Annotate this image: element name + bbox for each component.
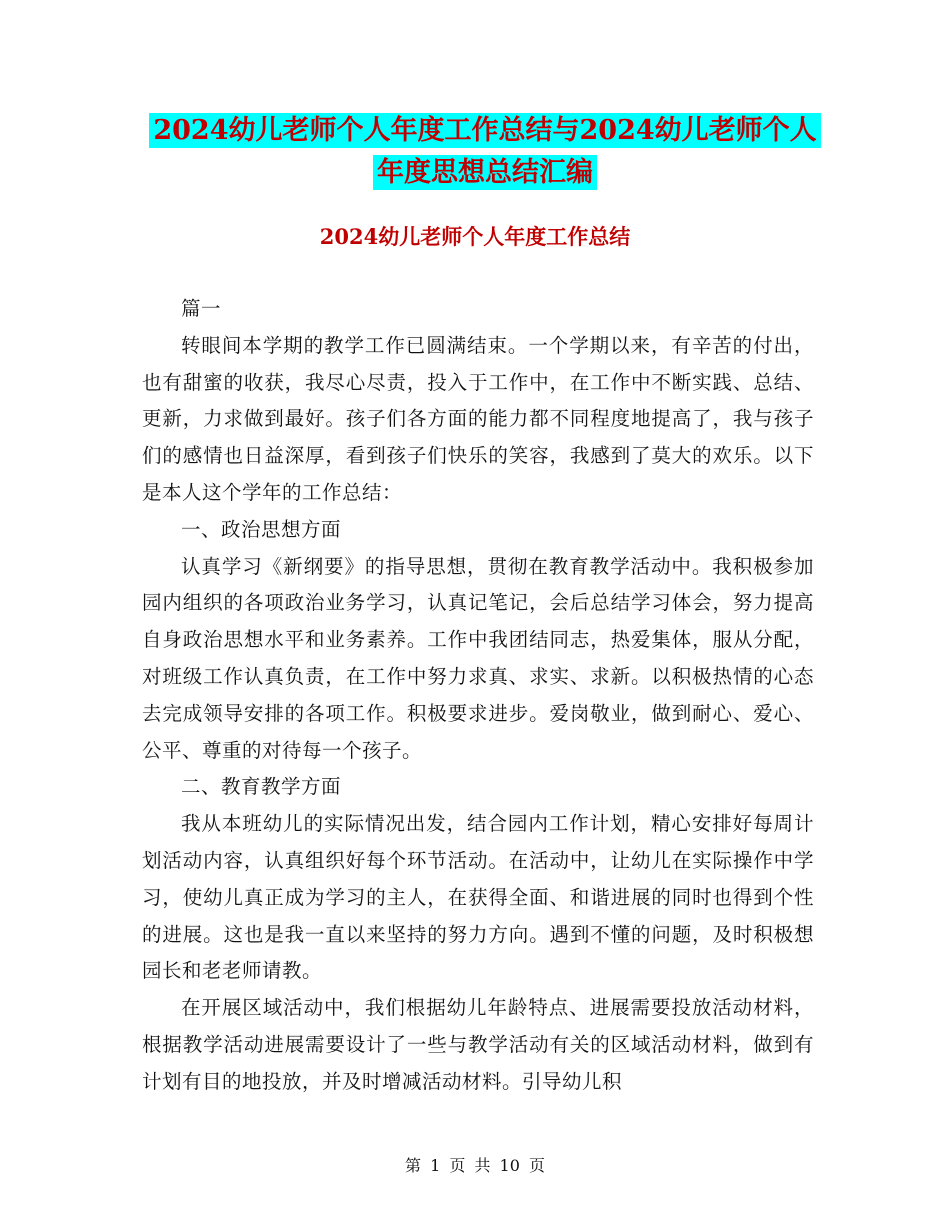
document-body: [142, 291, 814, 1101]
paragraph-intro: 转眼间本学期的教学工作已圆满结束。一个学期以来，有辛苦的付出，也有甜蜜的收获，我尽心尽责，投入于工作中，在工作中不断实践、总结、更新，力求做到最好。孩子们各方面的能力都不同程度地提高了，我与孩子们的感情也日益深厚，看到孩子们快乐的笑容，我感到了莫大的欢乐。以下是本人这个学年的工作总结：: [142, 333, 814, 504]
document-title: [140, 110, 830, 194]
paragraph-heading-politics: 一、政治思想方面: [181, 517, 342, 541]
page-footer: 第 1 页 共 10 页: [405, 1156, 545, 1175]
paragraph-teaching: 我从本班幼儿的实际情况出发，结合园内工作计划，精心安排好每周计划活动内容，认真组织好每个环节活动。在活动中，让幼儿在实际操作中学习，使幼儿真正成为学习的主人，在获得全面、和谐进展的同时也得到个性的进展。这也是我一直以来坚持的努力方向。遇到不懂的问题，及时积极想园长和老老师请教。: [142, 812, 814, 983]
document-title-highlight: 2024幼儿老师个人年度工作总结与2024幼儿老师个人年度思想总结汇编: [149, 113, 820, 190]
paragraph-heading-teaching: 二、教育教学方面: [181, 775, 342, 799]
section-title: 2024幼儿老师个人年度工作总结: [319, 224, 631, 249]
paragraph-area-activities: 在开展区域活动中，我们根据幼儿年龄特点、进展需要投放活动材料，根据教学活动进展需要设计了一些与教学活动有关的区域活动材料，做到有计划有目的地投放，并及时增减活动材料。引导幼儿积: [142, 996, 814, 1093]
paragraph-politics: 认真学习《新纲要》的指导思想，贯彻在教育教学活动中。我积极参加园内组织的各项政治业务学习，认真记笔记，会后总结学习体会，努力提高自身政治思想水平和业务素养。工作中我团结同志，热爱集体，服从分配，对班级工作认真负责，在工作中努力求真、求实、求新。以积极热情的心态去完成领导安排的各项工作。积极要求进步。爱岗敬业，做到耐心、爱心、公平、尊重的对待每一个孩子。: [142, 554, 814, 762]
paragraph-heading-part-one: 篇一: [181, 297, 222, 320]
